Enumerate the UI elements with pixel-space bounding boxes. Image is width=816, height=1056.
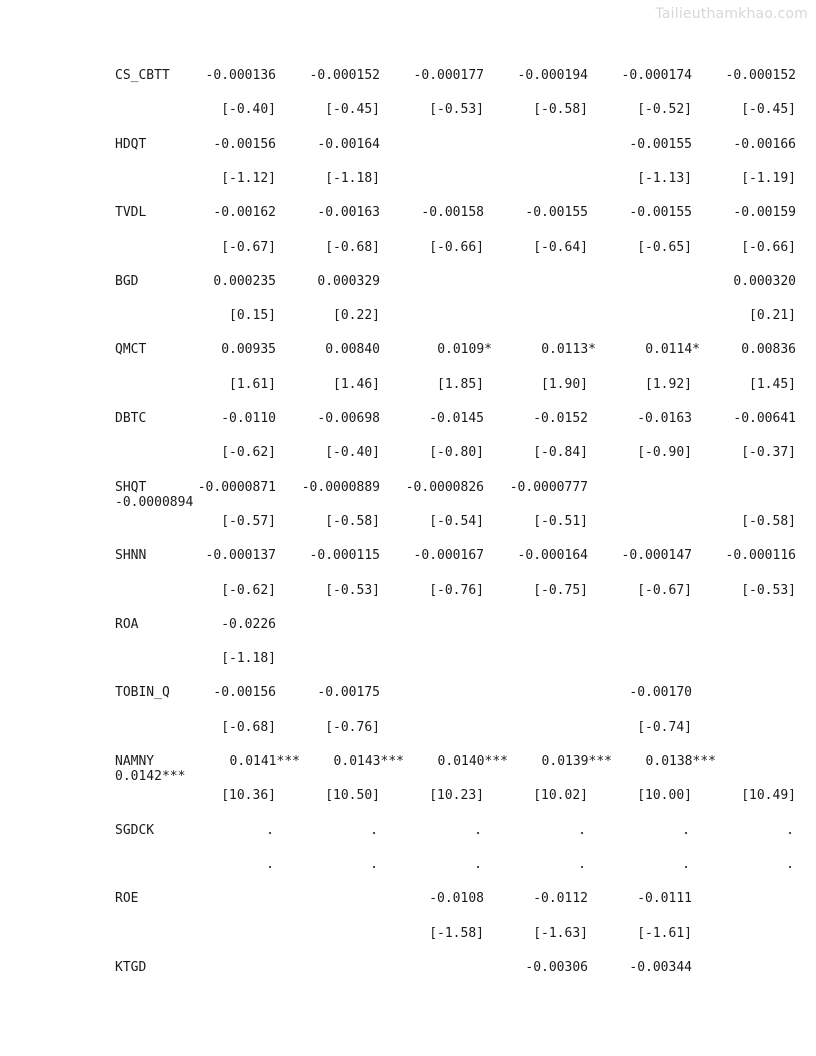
tstat-row bbox=[0, 992, 816, 1012]
tstat-cell: [10.36] bbox=[221, 788, 276, 804]
tstat-row bbox=[0, 375, 816, 395]
coef-cell: 0.0138*** bbox=[645, 754, 716, 769]
tstat-cell: [-1.12] bbox=[221, 170, 276, 186]
coef-cell: -0.000194 bbox=[517, 68, 588, 83]
tstat-cell: [-0.37] bbox=[741, 445, 796, 461]
coef-cell: -0.00155 bbox=[525, 205, 588, 221]
coef-cell: 0.00935 bbox=[221, 342, 276, 358]
coef-cell: 0.0140*** bbox=[437, 754, 508, 769]
tstat-row bbox=[0, 306, 816, 326]
coef-cell: -0.00155 bbox=[629, 136, 692, 152]
coef-cell: . bbox=[370, 822, 378, 838]
variable-label: TVDL bbox=[115, 205, 147, 221]
coef-cell: -0.00163 bbox=[317, 205, 380, 221]
variable-label: HDQT bbox=[115, 136, 147, 152]
coef-cell: -0.00164 bbox=[317, 136, 380, 152]
variable-label: KTGD bbox=[115, 959, 147, 975]
tstat-cell: . bbox=[266, 856, 274, 872]
tstat-cell: [-0.58] bbox=[533, 102, 588, 118]
tstat-cell: [-0.80] bbox=[429, 445, 484, 461]
tstat-cell: [-0.54] bbox=[429, 513, 484, 529]
coef-cell: -0.00156 bbox=[213, 136, 276, 152]
coef-cell: -0.0000871 bbox=[197, 479, 276, 495]
tstat-cell: [-0.53] bbox=[429, 102, 484, 118]
variable-label: ROE bbox=[115, 891, 139, 907]
coef-cell: -0.0163 bbox=[637, 411, 692, 426]
tstat-cell: [-1.58] bbox=[429, 925, 484, 941]
tstat-cell: [-0.76] bbox=[429, 582, 484, 598]
tstat-cell: [-0.84] bbox=[533, 445, 588, 461]
coef-cell: -0.00698 bbox=[317, 411, 380, 426]
tstat-cell: [-1.13] bbox=[637, 170, 692, 186]
tstat-cell: [-0.64] bbox=[533, 239, 588, 255]
coef-cell: -0.0110 bbox=[221, 411, 276, 426]
variable-label: DBTC bbox=[115, 411, 147, 426]
coef-cell: -0.00158 bbox=[421, 205, 484, 221]
tstat-cell: [1.90] bbox=[541, 376, 588, 392]
coef-cell: -0.0112 bbox=[533, 891, 588, 907]
coef-cell: -0.000115 bbox=[309, 548, 380, 564]
tstat-cell: [1.61] bbox=[229, 376, 276, 392]
tstat-cell: [-0.45] bbox=[741, 102, 796, 118]
tstat-row bbox=[0, 512, 816, 532]
coef-cell: -0.00159 bbox=[733, 205, 796, 221]
tstat-cell: [-0.62] bbox=[221, 445, 276, 461]
tstat-cell: [1.45] bbox=[749, 376, 796, 392]
coef-row bbox=[0, 889, 816, 909]
coef-cell: 0.000329 bbox=[317, 273, 380, 289]
coef-cell: -0.000116 bbox=[725, 548, 796, 564]
coef-cell: -0.00162 bbox=[213, 205, 276, 221]
variable-label: SGDCK bbox=[115, 822, 155, 838]
coef-row bbox=[0, 203, 816, 223]
coef-cell: 0.00840 bbox=[325, 342, 380, 358]
tstat-row bbox=[0, 100, 816, 120]
tstat-cell: [-0.67] bbox=[637, 582, 692, 598]
tstat-cell: [-0.40] bbox=[325, 445, 380, 461]
tstat-cell: [-1.61] bbox=[637, 925, 692, 941]
coef-cell: -0.000164 bbox=[517, 548, 588, 564]
tstat-cell: [-1.19] bbox=[741, 170, 796, 186]
tstat-cell: [-0.68] bbox=[325, 239, 380, 255]
coef-row bbox=[0, 615, 816, 635]
coef-cell: 0.00836 bbox=[741, 342, 796, 358]
coef-cell: -0.0000826 bbox=[405, 479, 484, 495]
coef-cell: 0.0109* bbox=[437, 342, 492, 358]
coef-cell: -0.000177 bbox=[413, 68, 484, 83]
variable-label: TOBIN_Q bbox=[115, 685, 170, 701]
coef-cell: -0.000147 bbox=[621, 548, 692, 564]
tstat-cell: [-1.18] bbox=[325, 170, 380, 186]
tstat-cell: [0.22] bbox=[333, 308, 380, 324]
tstat-cell: [-0.75] bbox=[533, 582, 588, 598]
tstat-cell: [-0.53] bbox=[325, 582, 380, 598]
coef-cell: 0.0141*** bbox=[229, 754, 300, 769]
coef-cell: -0.0145 bbox=[429, 411, 484, 426]
tstat-cell: [-0.76] bbox=[325, 719, 380, 735]
tstat-cell: [1.92] bbox=[645, 376, 692, 392]
tstat-cell: [1.46] bbox=[333, 376, 380, 392]
coef-row bbox=[0, 340, 816, 360]
tstat-row bbox=[0, 718, 816, 738]
coef-cell: -0.000167 bbox=[413, 548, 484, 564]
coef-cell: . bbox=[682, 822, 690, 838]
tstat-cell: [-0.68] bbox=[221, 719, 276, 735]
tstat-row bbox=[0, 855, 816, 875]
tstat-cell: [-0.58] bbox=[325, 513, 380, 529]
tstat-cell: [-0.40] bbox=[221, 102, 276, 118]
wrapped-coef-cell: -0.0000894 bbox=[115, 494, 194, 510]
coef-row bbox=[0, 821, 816, 841]
tstat-cell: [-0.62] bbox=[221, 582, 276, 598]
tstat-cell: [-0.66] bbox=[429, 239, 484, 255]
wrapped-coef-cell: 0.0142*** bbox=[115, 769, 186, 784]
coef-cell: -0.000137 bbox=[205, 548, 276, 564]
tstat-row bbox=[0, 169, 816, 189]
tstat-cell: [10.23] bbox=[429, 788, 484, 804]
tstat-row bbox=[0, 924, 816, 944]
coef-cell: -0.00166 bbox=[733, 136, 796, 152]
tstat-row bbox=[0, 443, 816, 463]
tstat-cell: [-0.45] bbox=[325, 102, 380, 118]
tstat-cell: [-0.74] bbox=[637, 719, 692, 735]
tstat-cell: [-0.52] bbox=[637, 102, 692, 118]
tstat-cell: [-0.58] bbox=[741, 513, 796, 529]
variable-label: SHQT bbox=[115, 479, 147, 495]
coef-cell: -0.0000777 bbox=[509, 479, 588, 495]
coef-cell: -0.000174 bbox=[621, 68, 692, 83]
tstat-cell: [-1.63] bbox=[533, 925, 588, 941]
tstat-row bbox=[0, 238, 816, 258]
tstat-cell: . bbox=[682, 856, 690, 872]
coef-cell: -0.00155 bbox=[629, 205, 692, 221]
coef-row bbox=[0, 546, 816, 566]
tstat-cell: [1.85] bbox=[437, 376, 484, 392]
tstat-cell: . bbox=[474, 856, 482, 872]
coef-cell: -0.000136 bbox=[205, 68, 276, 83]
variable-label: BGD bbox=[115, 273, 139, 289]
tstat-cell: . bbox=[786, 856, 794, 872]
variable-label: QMCT bbox=[115, 342, 147, 358]
coef-cell: -0.0152 bbox=[533, 411, 588, 426]
coef-cell: -0.00344 bbox=[629, 959, 692, 975]
tstat-row bbox=[0, 649, 816, 669]
coef-cell: -0.00170 bbox=[629, 685, 692, 701]
coef-row bbox=[0, 409, 816, 429]
coef-cell: -0.00306 bbox=[525, 959, 588, 975]
tstat-row bbox=[0, 786, 816, 806]
tstat-cell: . bbox=[370, 856, 378, 872]
coef-cell: -0.0000889 bbox=[301, 479, 380, 495]
coef-cell: -0.000152 bbox=[725, 68, 796, 83]
coef-cell: -0.0226 bbox=[221, 616, 276, 632]
coef-cell: 0.0113* bbox=[541, 342, 596, 358]
tstat-cell: [-0.67] bbox=[221, 239, 276, 255]
coef-cell: -0.000152 bbox=[309, 68, 380, 83]
coef-cell: -0.0108 bbox=[429, 891, 484, 907]
tstat-cell: [10.02] bbox=[533, 788, 588, 804]
coef-cell: 0.0139*** bbox=[541, 754, 612, 769]
coef-cell: -0.00175 bbox=[317, 685, 380, 701]
watermark-text: Tailieuthamkhao.com bbox=[655, 6, 808, 22]
coef-cell: . bbox=[786, 822, 794, 838]
coef-cell: . bbox=[578, 822, 586, 838]
coef-cell: 0.000320 bbox=[733, 273, 796, 289]
tstat-cell: [0.21] bbox=[749, 308, 796, 324]
coef-cell: -0.0111 bbox=[637, 891, 692, 907]
tstat-cell: [-0.51] bbox=[533, 513, 588, 529]
coef-row bbox=[0, 958, 816, 978]
variable-label: NAMNY bbox=[115, 754, 155, 769]
tstat-cell: [-1.18] bbox=[221, 651, 276, 667]
tstat-cell: [-0.53] bbox=[741, 582, 796, 598]
coef-row bbox=[0, 66, 816, 86]
tstat-cell: [-0.66] bbox=[741, 239, 796, 255]
tstat-cell: . bbox=[578, 856, 586, 872]
coef-row bbox=[0, 135, 816, 155]
tstat-cell: [10.49] bbox=[741, 788, 796, 804]
tstat-cell: [10.00] bbox=[637, 788, 692, 804]
coef-cell: . bbox=[474, 822, 482, 838]
variable-label: CS_CBTT bbox=[115, 68, 170, 83]
tstat-row bbox=[0, 581, 816, 601]
variable-label: ROA bbox=[115, 616, 139, 632]
coef-row bbox=[0, 478, 816, 510]
tstat-cell: [0.15] bbox=[229, 308, 276, 324]
coef-cell: 0.000235 bbox=[213, 273, 276, 289]
coef-row bbox=[0, 683, 816, 703]
coef-cell: 0.0114* bbox=[645, 342, 700, 358]
coef-row bbox=[0, 272, 816, 292]
variable-label: SHNN bbox=[115, 548, 147, 564]
tstat-cell: [10.50] bbox=[325, 788, 380, 804]
tstat-cell: [-0.65] bbox=[637, 239, 692, 255]
coef-cell: -0.00641 bbox=[733, 411, 796, 426]
coef-cell: . bbox=[266, 822, 274, 838]
tstat-cell: [-0.57] bbox=[221, 513, 276, 529]
coef-row bbox=[0, 752, 816, 784]
tstat-cell: [-0.90] bbox=[637, 445, 692, 461]
coef-cell: -0.00156 bbox=[213, 685, 276, 701]
coef-cell: 0.0143*** bbox=[333, 754, 404, 769]
